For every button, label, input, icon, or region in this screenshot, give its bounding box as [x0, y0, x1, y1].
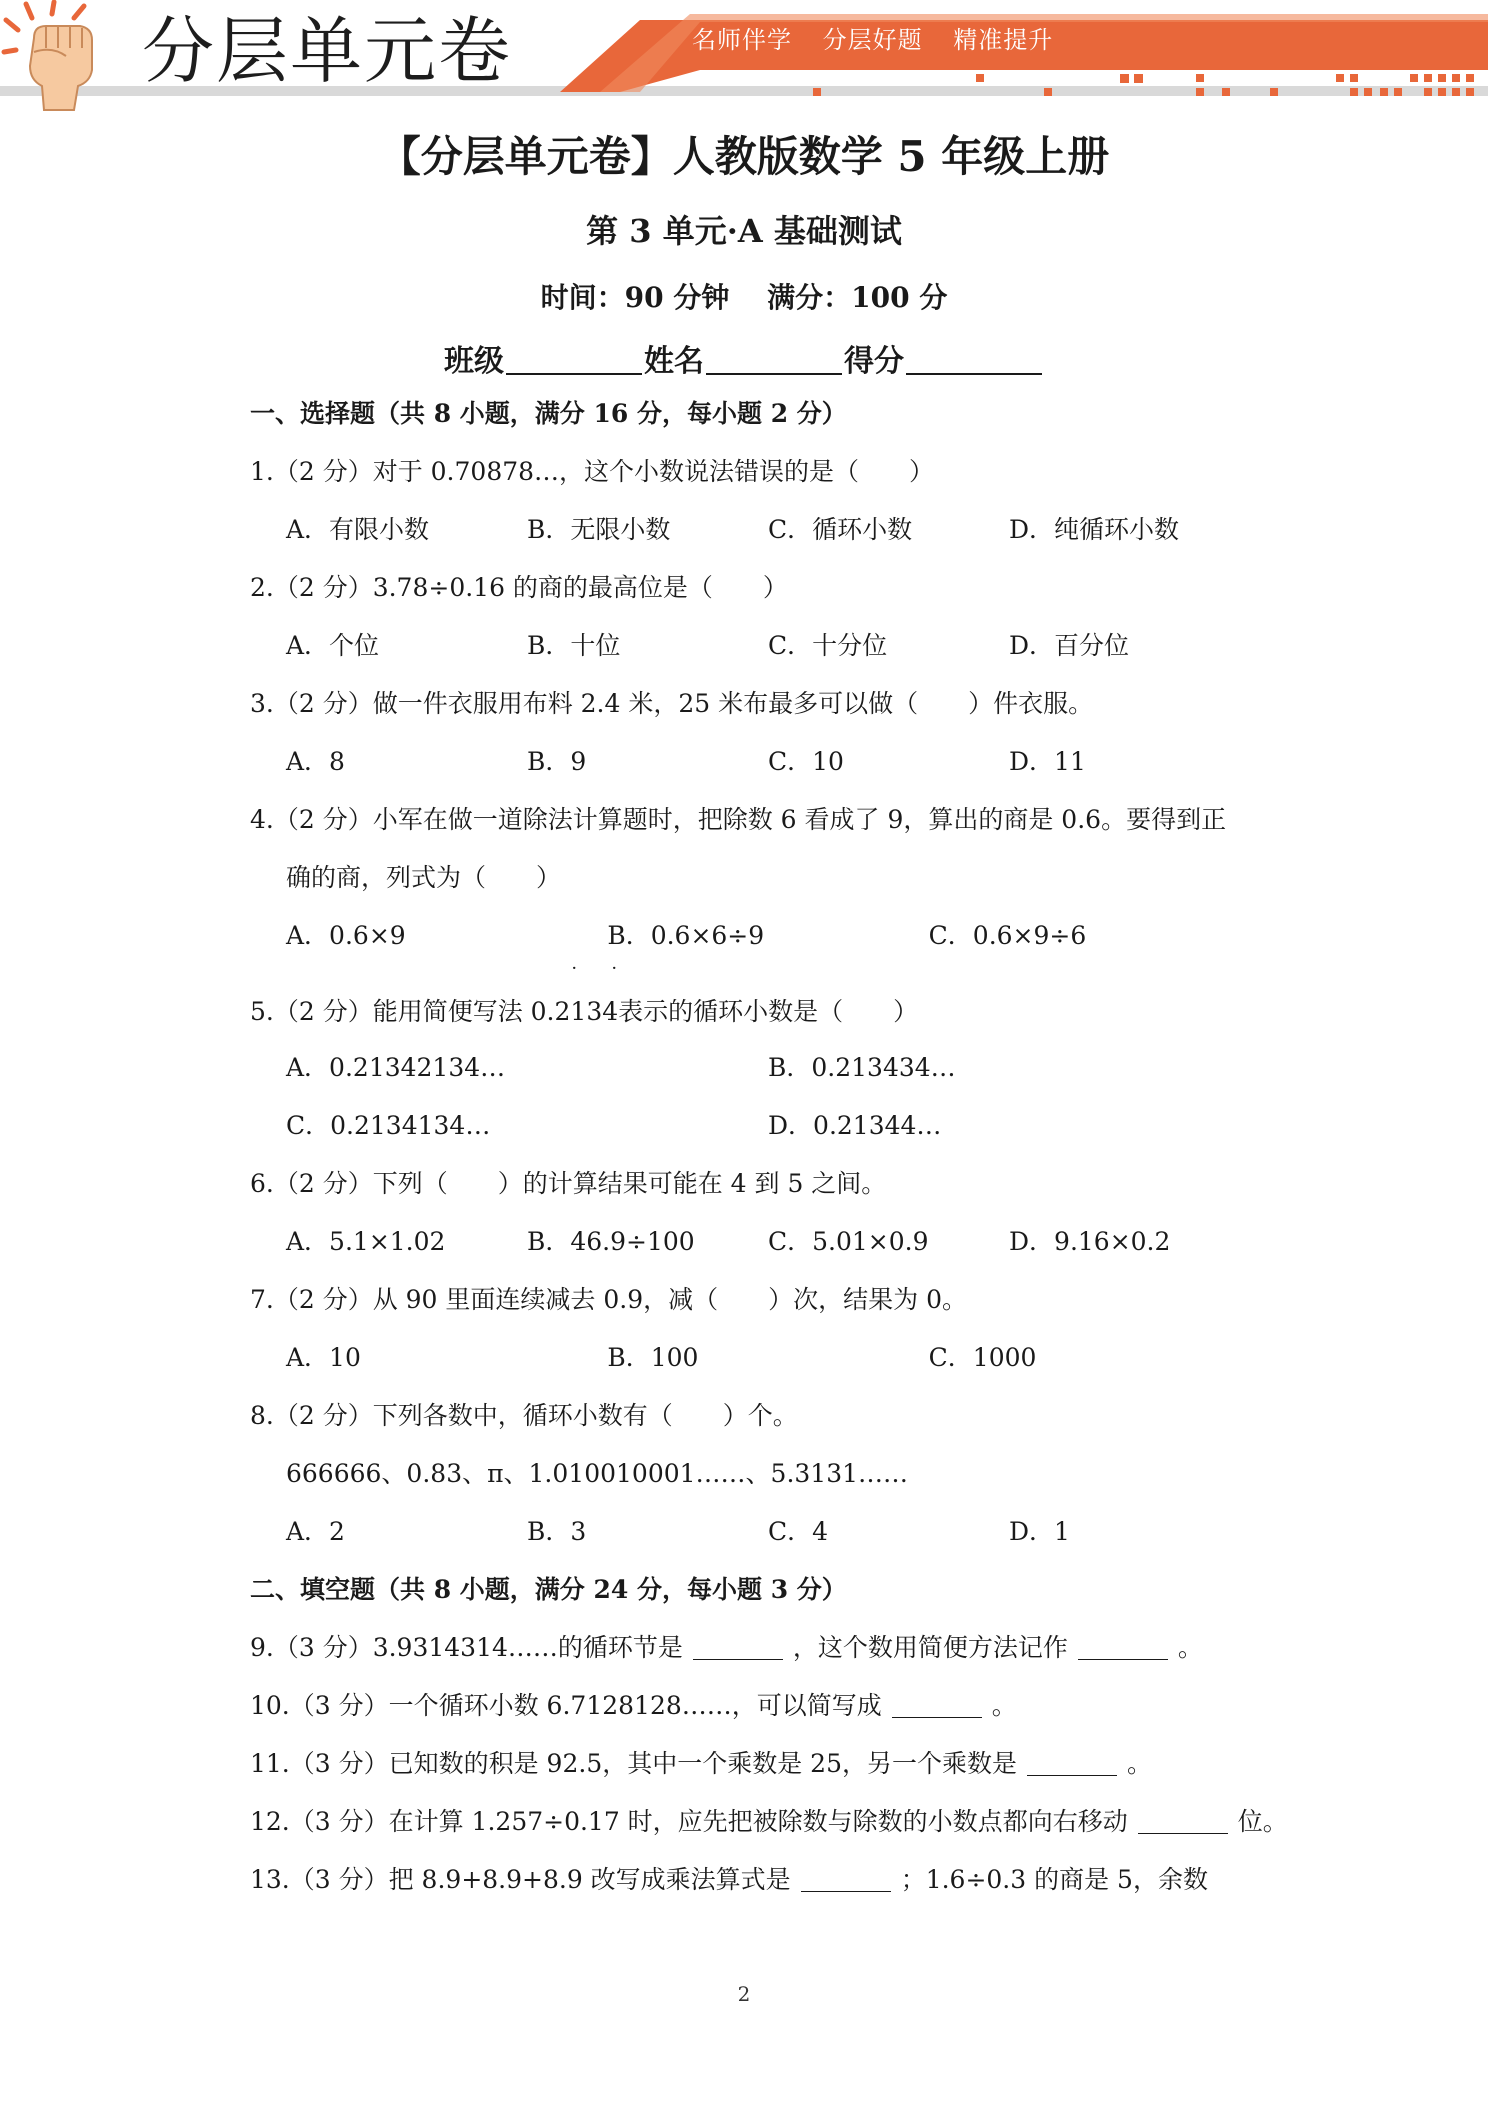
slogan-item: 精准提升	[953, 26, 1054, 54]
slogan-item: 名师伴学	[692, 26, 792, 54]
student-info-line	[0, 336, 1488, 380]
question-options	[250, 914, 1250, 979]
answer-blank[interactable]	[892, 1691, 982, 1718]
option[interactable]: B．无限小数	[527, 515, 671, 544]
option[interactable]: A．0.21342134…	[286, 1053, 506, 1082]
question-stem	[250, 958, 1250, 1046]
question-options	[250, 1046, 1250, 1104]
question-stem-continued: 666666、0.83、π、1.010010001……、5.3131……	[286, 1459, 909, 1488]
question-options	[250, 1510, 1250, 1568]
option[interactable]: D．9.16×0.2	[1009, 1227, 1171, 1256]
slogan-item: 分层好题	[822, 26, 923, 54]
exam-time: 时间：90 分钟	[540, 281, 730, 314]
exam-score: 满分：100 分	[767, 281, 948, 314]
option[interactable]: C．0.6×9÷6	[928, 921, 1087, 950]
section-heading: 二、填空题（共 8 小题，满分 24 分，每小题 3 分）	[250, 1575, 847, 1604]
question-stem-continued: 确的商，列式为（ ）	[286, 863, 562, 892]
question-stem: 3.（2 分）做一件衣服用布料 2.4 米，25 米布最多可以做（ ）件衣服。	[250, 689, 1094, 718]
option[interactable]: C．5.01×0.9	[768, 1227, 929, 1256]
option[interactable]: A．有限小数	[286, 515, 430, 544]
question-stem	[250, 1684, 1250, 1742]
question-stem	[250, 1800, 1288, 1858]
option[interactable]: A．10	[286, 1343, 361, 1372]
question-options	[250, 508, 1250, 566]
question-options	[250, 740, 1250, 798]
question-stem: 7.（2 分）从 90 里面连续减去 0.9，减（ ）次，结果为 0。	[250, 1285, 967, 1314]
question-stem: 2.（2 分）3.78÷0.16 的商的最高位是（ ）	[250, 573, 788, 602]
section-heading: 一、选择题（共 8 小题，满分 16 分，每小题 2 分）	[250, 399, 847, 428]
option[interactable]: C．十分位	[768, 631, 888, 660]
grade-label: 得分	[844, 344, 904, 379]
question-text: 位。	[1237, 1807, 1288, 1836]
option[interactable]: D．0.21344…	[768, 1111, 942, 1140]
slogan	[692, 20, 1075, 55]
page-number: 2	[737, 1982, 751, 2006]
question-text: ；1.6÷0.3 的商是 5，余数	[900, 1865, 1208, 1894]
option[interactable]: A．0.6×9	[286, 921, 406, 950]
exam-content	[250, 392, 1288, 1916]
brand-title: 分层单元卷	[142, 9, 513, 93]
grade-blank[interactable]	[906, 343, 1042, 375]
fist-icon	[0, 0, 110, 112]
question-stem-suffix: 表示的循环小数是（ ）	[618, 997, 919, 1026]
option[interactable]: A．2	[286, 1517, 345, 1546]
answer-blank[interactable]	[801, 1865, 891, 1892]
answer-blank[interactable]	[1078, 1633, 1168, 1660]
question-text: ，这个数用简便方法记作	[792, 1633, 1068, 1662]
exam-title: 【分层单元卷】人教版数学 5 年级上册	[378, 132, 1110, 181]
option[interactable]: B．十位	[527, 631, 621, 660]
option[interactable]: B．100	[607, 1343, 699, 1372]
question-stem	[250, 1858, 1250, 1916]
option[interactable]: D．1	[1009, 1517, 1070, 1546]
option[interactable]: B．0.213434…	[768, 1053, 956, 1082]
option[interactable]: C．4	[768, 1517, 829, 1546]
question-text: 11.（3 分）已知数的积是 92.5，其中一个乘数是 25，另一个乘数是	[250, 1749, 1017, 1778]
class-label: 班级	[444, 344, 504, 379]
answer-blank[interactable]	[1138, 1807, 1228, 1834]
option[interactable]: C．10	[768, 747, 844, 776]
question-text: 12.（3 分）在计算 1.257÷0.17 时，应先把被除数与除数的小数点都向右移动	[250, 1807, 1128, 1836]
answer-blank[interactable]	[693, 1633, 783, 1660]
option[interactable]: A．8	[286, 747, 345, 776]
option[interactable]: C．1000	[928, 1343, 1037, 1372]
name-label: 姓名	[644, 344, 704, 379]
answer-blank[interactable]	[1027, 1749, 1117, 1776]
question-stem: 4.（2 分）小军在做一道除法计算题时，把除数 6 看成了 9，算出的商是 0.6。要得到正	[250, 805, 1227, 834]
question-text: 9.（3 分）3.9314314……的循环节是	[250, 1633, 683, 1662]
question-text: 13.（3 分）把 8.9+8.9+8.9 改写成乘法算式是	[250, 1865, 791, 1894]
name-blank[interactable]	[706, 343, 842, 375]
option[interactable]: A．个位	[286, 631, 380, 660]
option[interactable]: C．0.2134134…	[286, 1111, 491, 1140]
option[interactable]: D．百分位	[1009, 631, 1130, 660]
option[interactable]: C．循环小数	[768, 515, 913, 544]
question-text: 10.（3 分）一个循环小数 6.7128128……，可以简写成	[250, 1691, 882, 1720]
option[interactable]: B．9	[527, 747, 587, 776]
repeat-dot-icon: ·	[571, 958, 578, 979]
question-stem	[250, 1742, 1250, 1800]
question-stem: 1.（2 分）对于 0.70878…，这个小数说法错误的是（ ）	[250, 457, 935, 486]
option[interactable]: B．46.9÷100	[527, 1227, 695, 1256]
exam-time-score	[0, 276, 1488, 316]
question-options	[250, 1220, 1250, 1278]
repeating-decimal	[570, 958, 619, 1052]
question-options	[250, 1336, 1250, 1394]
question-stem-prefix: 5.（2 分）能用简便写法 0.2	[250, 997, 571, 1026]
class-blank[interactable]	[506, 343, 642, 375]
question-options	[250, 624, 1250, 682]
question-text: 。	[1126, 1749, 1152, 1778]
repeat-dot-icon: ·	[611, 958, 618, 979]
question-text: 。	[1177, 1633, 1203, 1662]
option[interactable]: A．5.1×1.02	[286, 1227, 446, 1256]
question-stem: 6.（2 分）下列（ ）的计算结果可能在 4 到 5 之间。	[250, 1169, 887, 1198]
option[interactable]: B．0.6×6÷9	[607, 921, 765, 950]
question-stem	[250, 1626, 1250, 1684]
repeating-digits: 134	[570, 997, 619, 1026]
question-options	[250, 1104, 1250, 1162]
exam-subtitle: 第 3 单元·A 基础测试	[586, 212, 902, 250]
question-stem: 8.（2 分）下列各数中，循环小数有（ ）个。	[250, 1401, 798, 1430]
option[interactable]: B．3	[527, 1517, 587, 1546]
header-banner	[0, 0, 1488, 120]
question-text: 。	[991, 1691, 1017, 1720]
option[interactable]: D．11	[1009, 747, 1086, 776]
option[interactable]: D．纯循环小数	[1009, 515, 1180, 544]
